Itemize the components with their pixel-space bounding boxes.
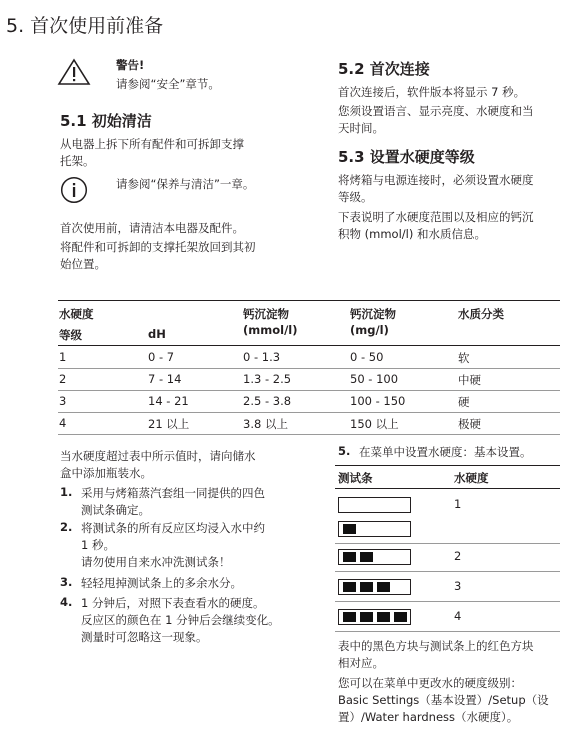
- heading-5-3: 5.3 设置水硬度等级: [338, 148, 475, 166]
- header-water-hardness: 水硬度: [59, 307, 94, 321]
- heading-5-1: 5.1 初始清洁: [60, 112, 152, 130]
- s51-paragraph-1: 从电器上拆下所有配件和可拆卸支撑 托架。: [60, 137, 244, 168]
- warning-text: 请参阅“安全”章节。: [116, 77, 220, 91]
- test-strip: [338, 497, 411, 513]
- header-calcium-mmol: 钙沉淀物 (mmol/l): [243, 307, 298, 337]
- step-5-number: 5.: [338, 444, 351, 458]
- s53-paragraph-2: 下表说明了水硬度范围以及相应的钙沉 积物 (mmol/l) 和水质信息。: [338, 210, 534, 241]
- test-strip: [338, 579, 411, 595]
- test-strip: [338, 521, 411, 537]
- s52-paragraph-2: 您须设置语言、显示亮度、水硬度和当 天时间。: [338, 104, 534, 135]
- note-paragraph-1: 表中的黑色方块与测试条上的红色方块 相对应。: [338, 639, 534, 670]
- s52-paragraph-1: 首次连接后，软件版本将显示 7 秒。: [338, 85, 526, 99]
- header-test-strip: 测试条: [338, 471, 373, 485]
- header-strip-hardness: 水硬度: [454, 471, 489, 485]
- heading-5-2: 5.2 首次连接: [338, 60, 430, 78]
- header-level: 等级: [59, 328, 82, 342]
- intro-paragraph: 当水硬度超过表中所示值时，请向储水 盒中添加瓶装水。: [60, 449, 256, 480]
- header-dh: dH: [148, 327, 166, 341]
- s53-paragraph-1: 将烤箱与电源连接时，必须设置水硬度 等级。: [338, 173, 534, 204]
- section-title: 5. 首次使用前准备: [6, 15, 164, 37]
- warning-icon: [57, 58, 91, 86]
- header-calcium-mg: 钙沉淀物 (mg/l): [350, 307, 396, 337]
- test-strip: [338, 609, 411, 625]
- info-icon: [60, 176, 88, 204]
- header-quality: 水质分类: [458, 307, 504, 321]
- info-text: 请参阅“保养与清洁”一章。: [116, 177, 255, 191]
- s51-paragraph-2: 首次使用前，请清洁本电器及配件。: [60, 221, 244, 235]
- warning-heading: 警告!: [116, 58, 145, 72]
- test-strip: [338, 549, 411, 565]
- s51-paragraph-3: 将配件和可拆卸的支撑托架放回到其初 始位置。: [60, 240, 256, 271]
- step-5-text: 在菜单中设置水硬度：基本设置。: [359, 445, 532, 459]
- note-paragraph-2: 您可以在菜单中更改水的硬度级别： Basic Settings（基本设置）/Setup（设 置）/Water hardness（水硬度）。: [338, 676, 549, 724]
